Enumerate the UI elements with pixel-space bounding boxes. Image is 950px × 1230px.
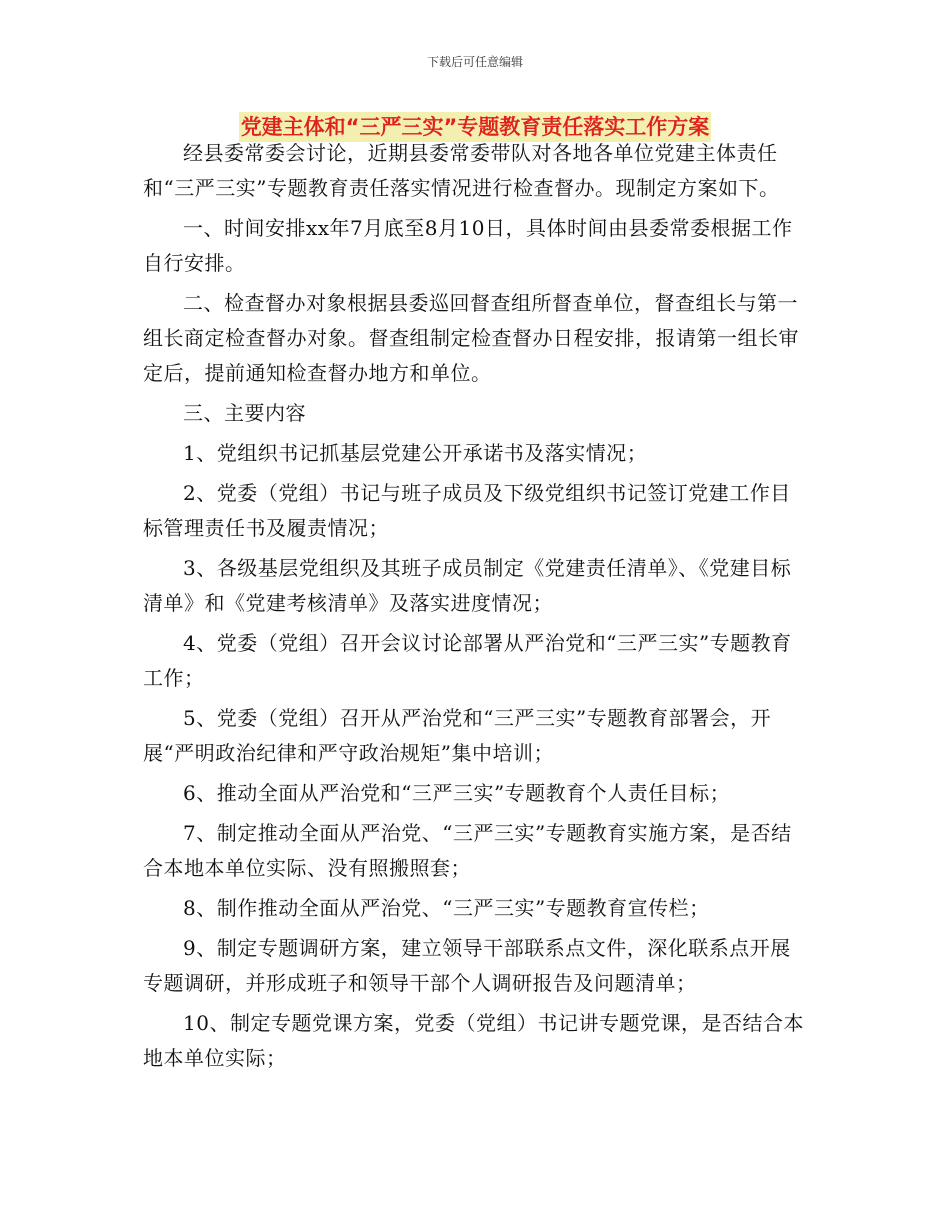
list-item: 9、制定专题调研方案，建立领导干部联系点文件，深化联系点开展专题调研，并形成班子和领导干部个人调研报告及问题清单； [143,936,791,995]
list-item: 7、制定推动全面从严治党、“三严三实”专题教育实施方案，是否结合本地本单位实际、没有照搬照套； [143,821,792,880]
list-item: 1、党组织书记抓基层党建公开承诺书及落实情况； [183,441,648,465]
list-item: 2、党委（党组）书记与班子成员及下级党组织书记签订党建工作目标管理责任书及履责情况； [143,481,791,540]
paragraph-main-content-heading: 三、主要内容 [183,401,306,425]
paragraph-intro: 经县委常委会讨论，近期县委常委带队对各地各单位党建主体责任和“三严三实”专题教育责任落实情况进行检查督办。现制定方案如下。 [143,141,780,200]
document-title: 党建主体和“三严三实”专题教育责任落实工作方案 [239,112,712,142]
list-item: 6、推动全面从严治党和“三严三实”专题教育个人责任目标； [183,781,731,805]
paragraph-time-schedule: 一、时间安排xx年7月底至8月10日，具体时间由县委常委根据工作自行安排。 [143,216,793,275]
list-item: 8、制作推动全面从严治党、“三严三实”专题教育宣传栏； [183,896,710,920]
list-item: 3、各级基层党组织及其班子成员制定《党建责任清单》、《党建目标清单》和《党建考核清单》及落实进度情况； [143,556,792,615]
list-item: 10、制定专题党课方案，党委（党组）书记讲专题党课，是否结合本地本单位实际； [143,1011,804,1070]
list-item: 5、党委（党组）召开从严治党和“三严三实”专题教育部署会，开展“严明政治纪律和严守政治规矩”集中培训； [143,706,772,765]
paragraph-inspection-target: 二、检查督办对象根据县委巡回督查组所督查单位，督查组长与第一组长商定检查督办对象。督查组制定检查督办日程安排，报请第一组长审定后，提前通知检查督办地方和单位。 [143,291,799,385]
page-header-note: 下载后可任意编辑 [426,55,523,69]
document-body [143,136,808,1081]
list-item: 4、党委（党组）召开会议讨论部署从严治党和“三严三实”专题教育工作； [143,631,792,690]
